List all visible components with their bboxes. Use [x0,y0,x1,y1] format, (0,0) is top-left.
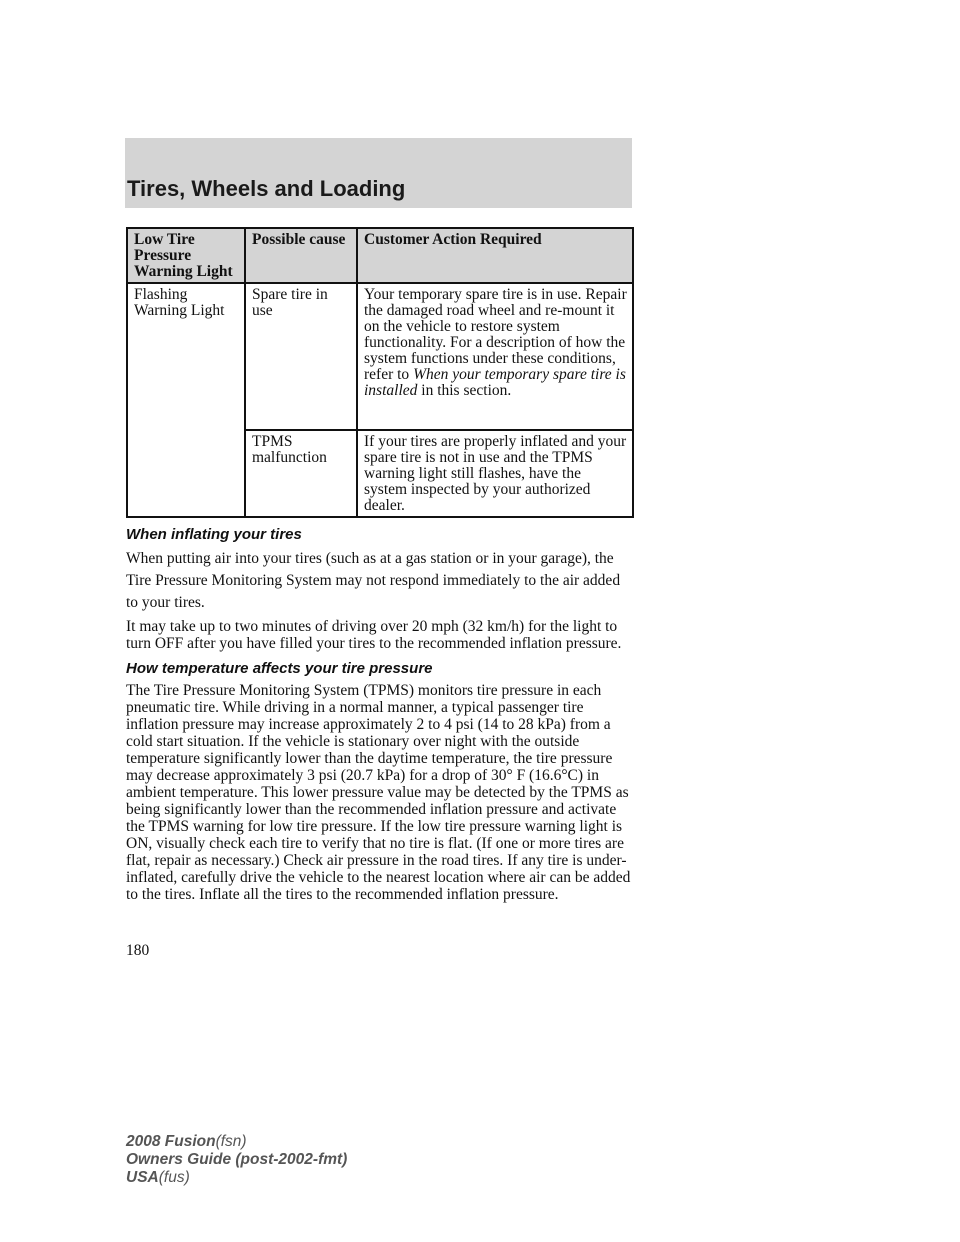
footer-guide: Owners Guide (post-2002-fmt) [126,1151,348,1168]
section-title: Tires, Wheels and Loading [127,176,406,201]
cell-light-state: Flashing Warning Light [127,283,245,517]
cell-cause: TPMS malfunction [245,430,357,517]
temperature-heading: How temperature affects your tire pressure [126,660,433,677]
header-customer-action: Customer Action Required [357,228,633,283]
header-possible-cause: Possible cause [245,228,357,283]
cell-cause: Spare tire in use [245,283,357,430]
footer-model-code: (fsn) [215,1133,247,1150]
table-header-row [127,228,633,283]
inflating-paragraph-2: It may take up to two minutes of driving over 20 mph (32 km/h) for the light to turn OFF after you have filled your tires to the recommended inflation pressure. [126,618,622,652]
footer-market-code: (fus) [158,1169,190,1186]
footer-model: 2008 Fusion [126,1133,216,1150]
temperature-paragraph: The Tire Pressure Monitoring System (TPMS) monitors tire pressure in each pneumatic tire. While driving in a normal manner, a typical passenger tire inflation pressure may increase approximately 2 to 4 psi (14 to 28 kPa) from a cold start situation. If the vehicle is stationary over night with the outside temperature significantly lower than the daytime temperature, the tire pressure may decrease approximately 3 psi (20.7 kPa) for a drop of 30° F (16.6°C) in ambient temperature. This lower pressure value may be detected by the TPMS as being significantly lower than the recommended inflation pressure and activate the TPMS warning for low tire pressure. If the low tire pressure warning light is ON, visually check each tire to verify that no tire is flat. (If one or more tires are flat, repair as necessary.) Check air pressure in the road tires. If any tire is under-inflated, carefully drive the vehicle to the nearest location where air can be added to the tires. Inflate all the tires to the recommended inflation pressure. [126,682,631,903]
table-row [127,283,633,430]
cell-action: If your tires are properly inflated and your spare tire is not in use and the TPMS warning light still flashes, have the system inspected by your authorized dealer. [357,430,633,517]
document-footer [126,1133,347,1187]
inflating-paragraph-1: When putting air into your tires (such as at a gas station or in your garage), the Tire Pressure Monitoring System may not respond immediately to the air added to your tires. [126,550,621,611]
cell-action [357,283,633,430]
inflating-heading: When inflating your tires [126,526,302,543]
action-cross-reference: When your temporary spare tire is installed [364,366,626,399]
page-content [126,227,633,903]
action-text-end: in this section. [417,382,512,399]
action-text: Your temporary spare tire is in use. Repair the damaged road wheel and re-mount it on the vehicle to restore system functionality. For a description of how the system functions under these conditions, refer to [364,286,627,383]
tpms-warning-table [126,227,634,518]
footer-market: USA [126,1169,159,1186]
page-number: 180 [126,942,150,959]
header-warning-light: Low Tire Pressure Warning Light [127,228,245,283]
